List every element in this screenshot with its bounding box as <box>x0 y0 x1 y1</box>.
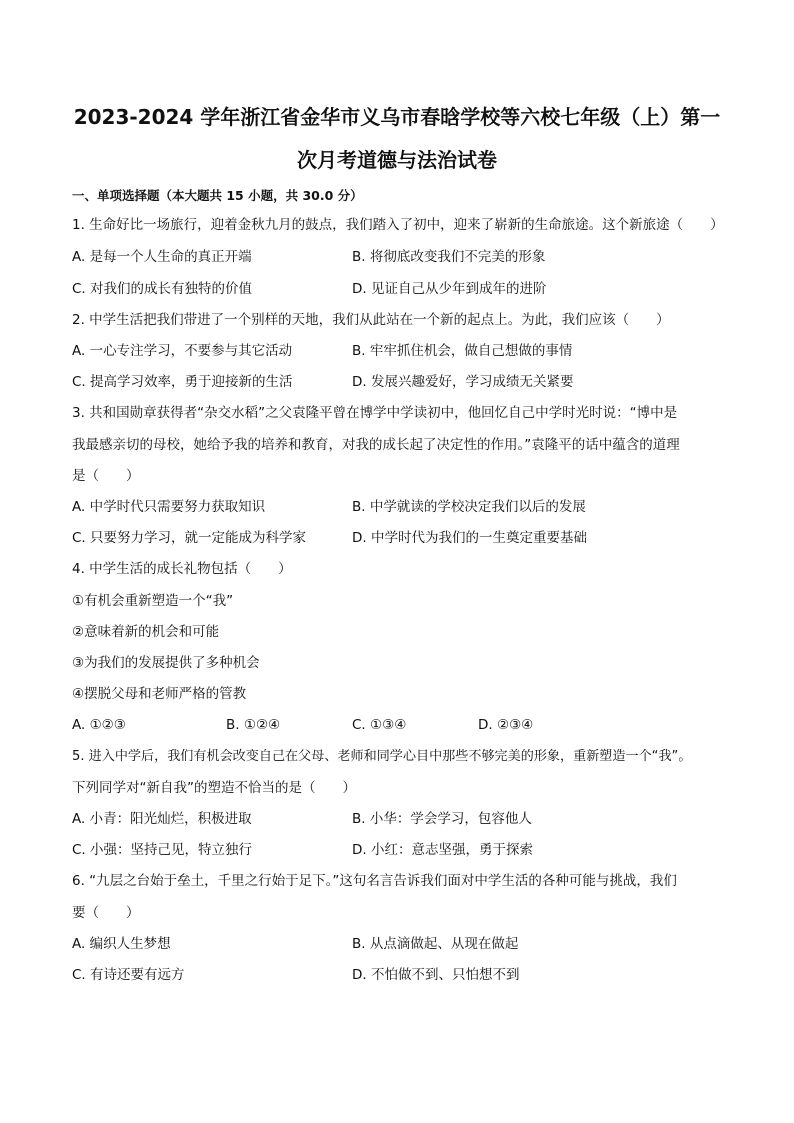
question-2-option-d: D. 发展兴趣爱好，学习成绩无关紧要 <box>352 374 574 390</box>
question-6-option-c: C. 有诗还要有远方 <box>72 967 185 983</box>
question-4-statement-1: ①有机会重新塑造一个“我” <box>72 593 234 609</box>
question-6-stem-line2: 要（ ） <box>72 905 140 921</box>
question-4-option-a: A. ①②③ <box>72 717 126 733</box>
question-3-option-a: A. 中学时代只需要努力获取知识 <box>72 499 266 515</box>
question-4-statement-3: ③为我们的发展提供了多种机会 <box>72 655 260 671</box>
question-4-statement-4: ④摆脱父母和老师严格的管教 <box>72 686 247 702</box>
question-1-stem: 1. 生命好比一场旅行，迎着金秋九月的鼓点，我们踏入了初中，迎来了崭新的生命旅途。这个新旅途（ ） <box>72 217 724 233</box>
question-3-option-c: C. 只要努力学习，就一定能成为科学家 <box>72 530 307 546</box>
question-3-option-b: B. 中学就读的学校决定我们以后的发展 <box>352 499 586 515</box>
question-6-stem-line1: 6. “九层之台始于垒土，千里之行始于足下。”这句名言告诉我们面对中学生活的各种可能与挑战，我们 <box>72 873 677 889</box>
question-2-stem: 2. 中学生活把我们带进了一个别样的天地，我们从此站在一个新的起点上。为此，我们应该（ ） <box>72 312 670 328</box>
question-6-option-a: A. 编织人生梦想 <box>72 936 171 952</box>
question-4-stem: 4. 中学生活的成长礼物包括（ ） <box>72 561 292 577</box>
question-3-stem-line2: 我最感亲切的母校，她给予我的培养和教育，对我的成长起了决定性的作用。”袁隆平的话中蕴含的道理 <box>72 437 680 453</box>
question-3-stem-line1: 3. 共和国勋章获得者“杂交水稻”之父袁隆平曾在博学中学读初中，他回忆自己中学时光时说：“博中是 <box>72 405 678 421</box>
question-6-option-b: B. 从点滴做起、从现在做起 <box>352 936 519 952</box>
exam-title-line2: 次月考道德与法治试卷 <box>297 148 497 172</box>
exam-title-line1: 2023-2024 学年浙江省金华市义乌市春晗学校等六校七年级（上）第一 <box>73 105 721 129</box>
question-4-statement-2: ②意味着新的机会和可能 <box>72 624 220 640</box>
question-2-option-b: B. 牢牢抓住机会，做自己想做的事情 <box>352 343 573 359</box>
section-heading: 一、单项选择题（本大题共 15 小题，共 30.0 分） <box>72 188 363 203</box>
question-5-option-a: A. 小青：阳光灿烂，积极进取 <box>72 811 252 827</box>
question-1-option-b: B. 将彻底改变我们不完美的形象 <box>352 249 546 265</box>
question-4-option-b: B. ①②④ <box>226 717 281 733</box>
question-3-option-d: D. 中学时代为我们的一生奠定重要基础 <box>352 530 587 546</box>
question-5-option-b: B. 小华：学会学习，包容他人 <box>352 811 532 827</box>
question-2-option-a: A. 一心专注学习，不要参与其它活动 <box>72 343 293 359</box>
question-1-option-d: D. 见证自己从少年到成年的进阶 <box>352 281 547 297</box>
question-5-option-c: C. 小强：坚持己见，特立独行 <box>72 842 253 858</box>
question-1-option-c: C. 对我们的成长有独特的价值 <box>72 281 253 297</box>
question-4-option-c: C. ①③④ <box>352 717 407 733</box>
question-3-stem-line3: 是（ ） <box>72 468 140 484</box>
question-2-option-c: C. 提高学习效率，勇于迎接新的生活 <box>72 374 293 390</box>
question-5-stem-line1: 5. 进入中学后，我们有机会改变自己在父母、老师和同学心目中那些不够完美的形象，重新塑造一个“我”。 <box>72 749 692 764</box>
question-1-option-a: A. 是每一个人生命的真正开端 <box>72 249 252 265</box>
question-5-option-d: D. 小红：意志坚强，勇于探索 <box>352 842 533 858</box>
question-6-option-d: D. 不怕做不到、只怕想不到 <box>352 967 520 983</box>
question-5-stem-line2: 下列同学对“新自我”的塑造不恰当的是（ ） <box>72 780 356 796</box>
question-4-option-d: D. ②③④ <box>478 717 534 733</box>
